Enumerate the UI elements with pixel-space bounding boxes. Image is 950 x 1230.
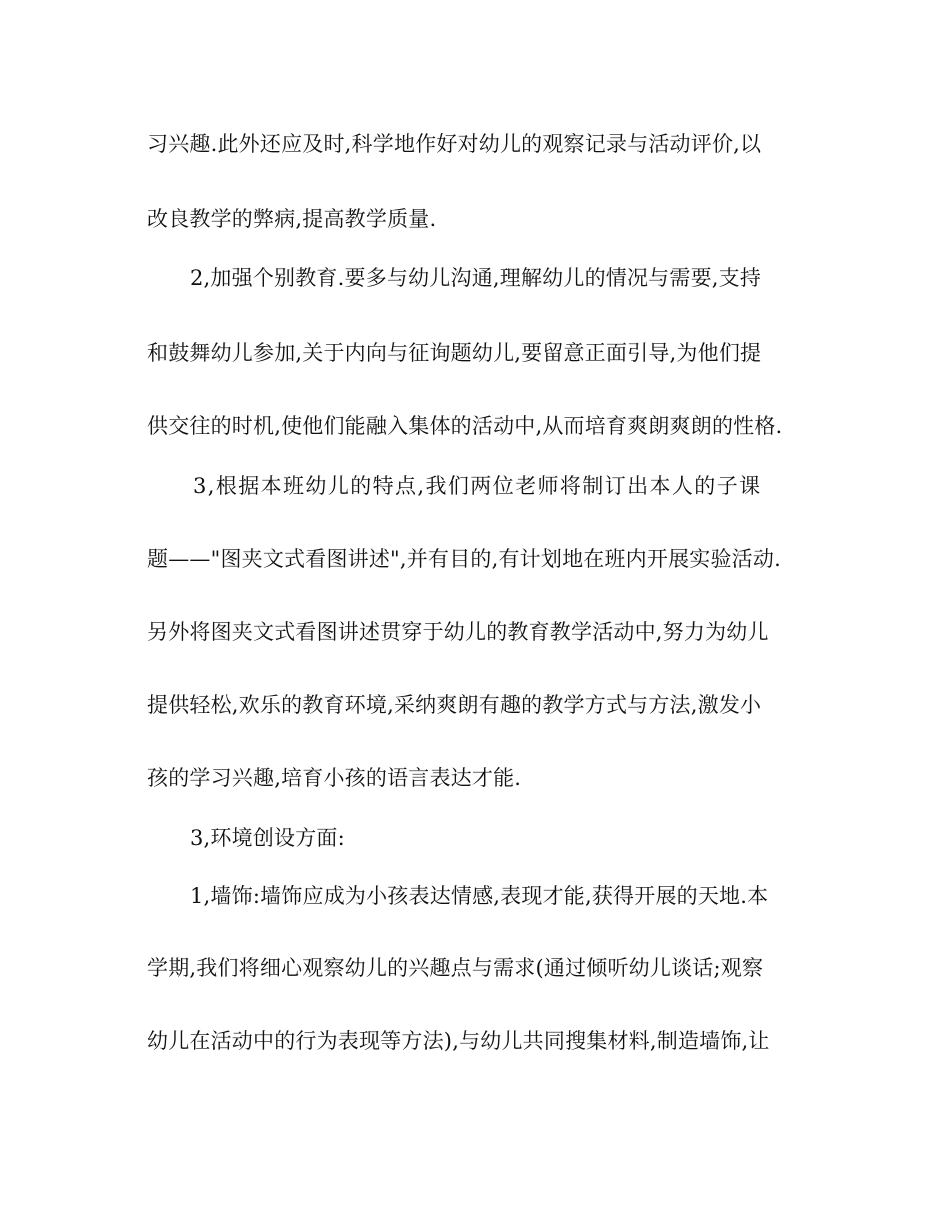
text-line: 和鼓舞幼儿参加,关于内向与征询题幼儿,要留意正面引导,为他们提 (147, 341, 762, 365)
text-line: 3,根据本班幼儿的特点,我们两位老师将制订出本人的子课 (193, 474, 762, 498)
text-line: 学期,我们将细心观察幼儿的兴趣点与需求(通过倾听幼儿谈话;观察 (147, 956, 764, 980)
text-line: 题——"图夹文式看图讲述",并有目的,有计划地在班内开展实验活动. (147, 547, 781, 571)
text-line: 另外将图夹文式看图讲述贯穿于幼儿的教育教学活动中,努力为幼儿 (147, 620, 769, 644)
text-line: 提供轻松,欢乐的教育环境,采纳爽朗有趣的教学方式与方法,激发小 (147, 693, 762, 717)
text-line: 3,环境创设方面: (190, 826, 345, 850)
text-line: 1,墙饰:墙饰应成为小孩表达情感,表现才能,获得开展的天地.本 (190, 884, 769, 908)
text-line: 2,加强个别教育.要多与幼儿沟通,理解幼儿的情况与需要,支持 (190, 266, 762, 290)
text-line: 孩的学习兴趣,培育小孩的语言表达才能. (147, 766, 522, 790)
text-line: 幼儿在活动中的行为表现等方法),与幼儿共同搜集材料,制造墙饰,让 (147, 1029, 770, 1053)
text-line: 习兴趣.此外还应及时,科学地作好对幼儿的观察记录与活动评价,以 (147, 132, 762, 156)
text-line: 改良教学的弊病,提高教学质量. (147, 207, 437, 231)
text-line: 供交往的时机,使他们能融入集体的活动中,从而培育爽朗爽朗的性格. (147, 414, 783, 438)
